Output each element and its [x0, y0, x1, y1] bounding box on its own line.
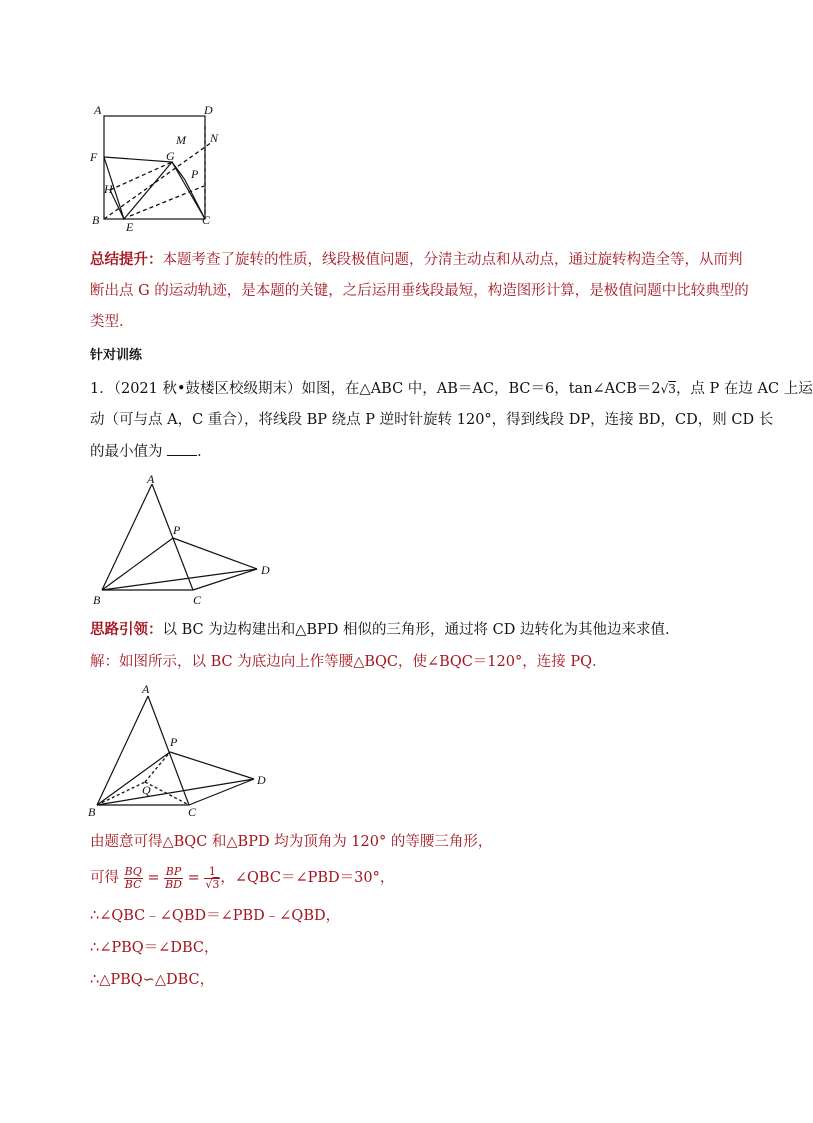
label-D: D: [204, 103, 213, 117]
segment-BD: [97, 779, 254, 805]
problem-line-2: 动（可与点 A，C 重合），将线段 BP 绕点 P 逆时针旋转 120°，得到线段 DP，连接 BD，CD，则 CD 长: [90, 412, 774, 428]
label-P: P: [173, 523, 181, 537]
equals-1: =: [147, 870, 160, 886]
problem-text-3: 的最小值为: [90, 444, 163, 460]
label-A: A: [142, 682, 150, 696]
summary-text-1: 本题考查了旋转的性质，线段极值问题，分清主动点和从动点，通过旋转构造全等，从而判: [162, 252, 743, 268]
label-B: B: [93, 593, 101, 607]
fraction-bp-bd: [164, 866, 183, 891]
step-1: 由题意可得△BQC 和△BPD 均为顶角为 120° 的等腰三角形，: [90, 834, 493, 850]
figure-square-rotation: [80, 98, 240, 236]
hint-head: 思路引领：: [90, 621, 163, 638]
label-D: D: [257, 773, 266, 787]
segment-CD: [193, 569, 257, 590]
answer-blank[interactable]: [167, 443, 197, 456]
problem-text-1a: 1．（2021 秋•鼓楼区校级期末）如图，在△ABC 中，AB＝AC，BC＝6，tan∠ACB＝2: [90, 381, 661, 397]
segment-CD: [189, 779, 254, 805]
label-A: A: [147, 472, 155, 486]
summary-line-2: 断出点 G 的运动轨迹，是本题的关键，之后运用垂线段最短，构造图形计算，是极值问题中比较典型的: [90, 283, 749, 299]
problem-text-1b: ，点 P 在边 AC 上运: [675, 381, 813, 397]
label-F: F: [90, 150, 98, 164]
segment-BP: [97, 752, 170, 805]
dashed-QC: [145, 782, 189, 805]
frac3-den-value: 3: [212, 877, 220, 891]
step-3: ∴∠QBC﹣∠QBD＝∠PBD﹣∠QBD，: [90, 908, 341, 924]
segment-AB: [102, 484, 152, 590]
segment-PD: [170, 752, 254, 779]
summary-line-1: [90, 249, 743, 271]
problem-line-1: [90, 378, 813, 400]
frac3-den: √3: [205, 877, 220, 891]
label-G: G: [166, 149, 175, 163]
label-C: C: [188, 805, 197, 819]
dashed-EC-G: [130, 186, 204, 216]
step-5: ∴△PBQ∽△DBC，: [90, 972, 215, 988]
label-Q: Q: [142, 783, 151, 797]
figure-triangle-with-q: [80, 678, 280, 823]
label-H: H: [104, 182, 113, 196]
step-4: ∴∠PBQ＝∠DBC，: [90, 940, 219, 956]
label-C: C: [193, 593, 202, 607]
segment-BD: [102, 569, 257, 590]
frac1-den: BC: [124, 877, 142, 891]
label-D: D: [261, 563, 270, 577]
label-C: C: [202, 213, 211, 227]
hint-line: [90, 619, 679, 641]
frac1-num: BQ: [124, 864, 142, 878]
label-A: A: [94, 103, 102, 117]
frac2-num: BP: [165, 864, 182, 878]
step-2-pre: 可得: [90, 870, 119, 886]
label-P: P: [191, 167, 199, 181]
sqrt-value: 3: [668, 382, 676, 396]
summary-line-3: 类型．: [90, 314, 134, 330]
fraction-one-over-root3: [204, 866, 220, 891]
frac3-num: 1: [204, 866, 220, 879]
dashed-HG: [110, 162, 172, 190]
hint-text: 以 BC 为边构建出和△BPD 相似的三角形，通过将 CD 边转化为其他边来求值．: [162, 622, 680, 638]
segment-PD: [173, 538, 257, 569]
segment-AC: [152, 484, 193, 590]
solution-line-1: 解：如图所示，以 BC 为底边向上作等腰△BQC，使∠BQC＝120°，连接 PQ．: [90, 654, 607, 670]
label-N: N: [210, 131, 219, 145]
step-2: [90, 862, 394, 894]
segment-AC: [148, 696, 189, 805]
label-P: P: [170, 735, 178, 749]
sqrt-sign: √: [660, 382, 669, 396]
figure-triangle-abc-bpd: [85, 468, 285, 613]
frac2-den: BD: [165, 877, 182, 891]
section-title: 针对训练: [90, 348, 143, 363]
step-2-post: ，∠QBC＝∠PBD＝30°，: [220, 870, 395, 886]
problem-text-3-end: ．: [197, 444, 212, 460]
label-B: B: [88, 805, 96, 819]
equals-2: =: [187, 870, 200, 886]
label-B: B: [92, 213, 100, 227]
summary-head: 总结提升：: [90, 251, 163, 268]
segment-GP: [172, 162, 185, 180]
problem-line-3: [90, 441, 212, 463]
label-M: M: [176, 133, 186, 147]
label-E: E: [126, 220, 134, 234]
segment-AB: [97, 696, 148, 805]
fraction-bq-bc: [124, 866, 143, 891]
